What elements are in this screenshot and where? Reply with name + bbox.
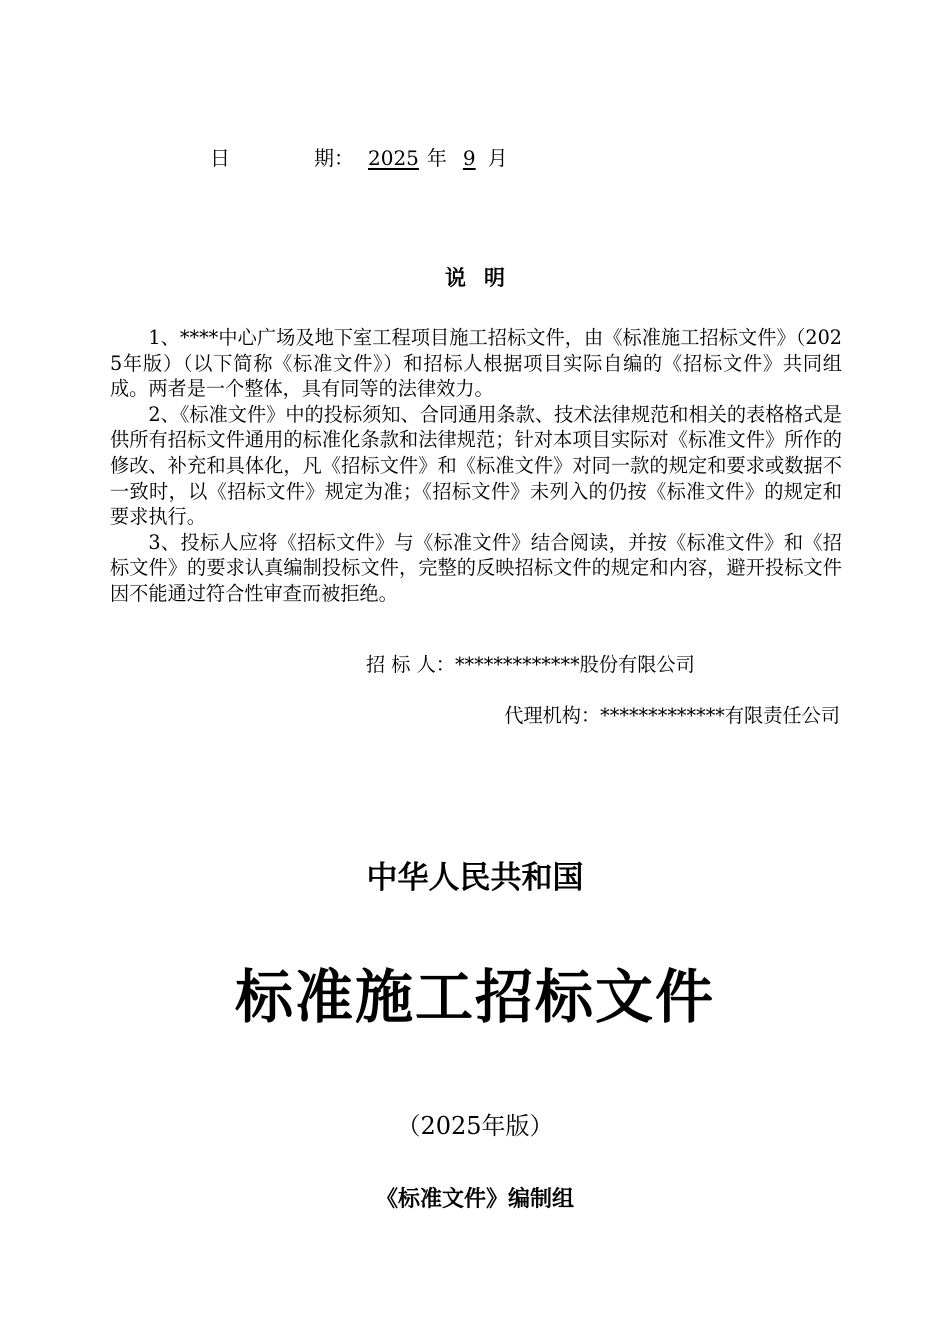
- date-year-unit: 年: [426, 146, 447, 170]
- date-label-qi: 期：: [314, 146, 354, 170]
- date-line: [210, 142, 508, 171]
- paragraph-1: 1、****中心广场及地下室工程项目施工招标文件，由《标准施工招标文件》（2025年版）（以下简称《标准文件》）和招标人根据项目实际自编的《招标文件》共同组成。两者是一个整体，具有同等的法律效力。: [110, 326, 842, 401]
- cover-country: 中华人民共和国: [366, 860, 584, 896]
- tenderer-line: [366, 650, 695, 677]
- section-title: 说明: [445, 265, 523, 290]
- date-month: 9: [462, 146, 476, 170]
- cover-compiler: 《标准文件》编制组: [375, 1186, 574, 1212]
- date-label-ri: 日: [210, 146, 230, 170]
- date-year: 2025: [368, 146, 419, 170]
- cover-title: 标准施工招标文件: [234, 963, 715, 1031]
- date-month-unit: 月: [487, 146, 508, 170]
- paragraph-3: 3、投标人应将《招标文件》与《标准文件》结合阅读，并按《标准文件》和《招标文件》的要求认真编制投标文件，完整的反映招标文件的规定和内容，避开投标文件因不能通过符合性审查而被拒绝。: [110, 530, 842, 605]
- agency-line: [504, 701, 840, 728]
- agency-label: 代理机构：: [504, 704, 601, 727]
- tenderer-label: 招 标 人：: [366, 653, 455, 676]
- cover-edition: （2025年版）: [396, 1112, 554, 1140]
- tenderer-value: *************股份有限公司: [454, 653, 695, 676]
- paragraph-2: 2、《标准文件》中的投标须知、合同通用条款、技术法律规范和相关的表格格式是供所有招标文件通用的标准化条款和法律规范；针对本项目实际对《标准文件》所作的修改、补充和具体化，凡《招标文件》和《标准文件》对同一款的规定和要求或数据不一致时，以《招标文件》规定为准；《招标文件》未列入的仍按《标准文件》的规定和要求执行。: [110, 402, 842, 529]
- explanation-body: [110, 325, 842, 607]
- agency-value: *************有限责任公司: [600, 704, 840, 727]
